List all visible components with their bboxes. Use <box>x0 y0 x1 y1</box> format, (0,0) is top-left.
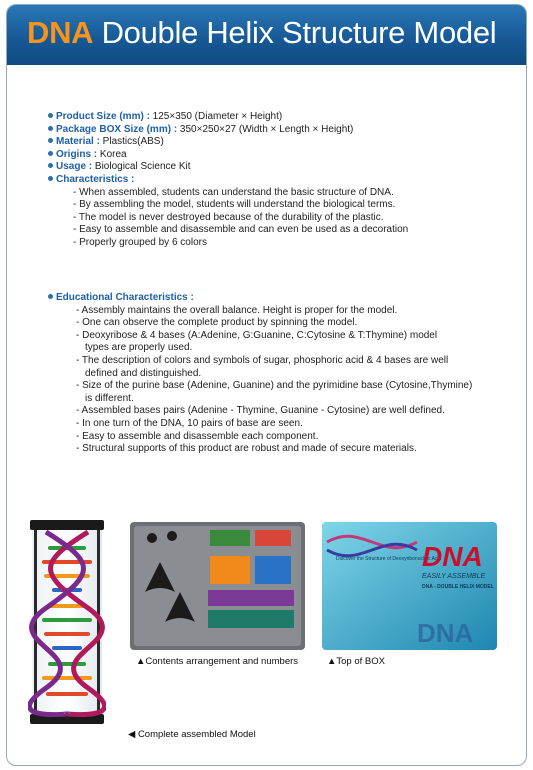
spec-label: Product Size (mm) : <box>56 111 150 122</box>
list-item-continuation: defined and distinguished. <box>85 367 202 379</box>
characteristics-list <box>48 187 408 250</box>
spec-label: Material : <box>56 136 100 148</box>
spec-label: Package BOX Size (mm) : <box>56 123 178 135</box>
list-item: - Assembly maintains the overall balance. Height is proper for the model. <box>76 304 398 316</box>
model-caption: ◀ Complete assembled Model <box>128 729 256 740</box>
list-item: - The model is never destroyed because of the durability of the plastic. <box>73 211 384 223</box>
title-rest: Double Helix Structure Model <box>93 15 497 50</box>
spec-list <box>48 111 408 250</box>
spec-item <box>48 136 408 149</box>
list-item: - Assembled bases pairs (Adenine - Thymine, Guanine - Cytosine) are well defined. <box>76 405 445 417</box>
bullet-icon <box>48 176 53 181</box>
educational-section <box>48 292 472 456</box>
page-title <box>27 15 496 51</box>
section-label: Educational Characteristics : <box>56 292 194 303</box>
tray-caption: ▲Contents arrangement and numbers <box>136 656 299 667</box>
box-watermark: DNA <box>417 618 474 648</box>
box-caption: ▲Top of BOX <box>327 656 385 667</box>
box-top-photo <box>322 522 497 650</box>
list-item: - Deoxyribose & 4 bases (A:Adenine, G:Guanine, C:Cytosine & T:Thymine) model <box>76 329 438 341</box>
bullet-icon <box>48 126 53 131</box>
list-item: - Easy to assemble and disassemble each component. <box>76 430 319 442</box>
title-banner <box>7 5 526 65</box>
list-item: - Structural supports of this product are robust and made of secure materials. <box>76 443 417 455</box>
box-title: DNA <box>422 541 483 572</box>
spec-item <box>48 174 408 187</box>
spec-item <box>48 149 408 162</box>
spec-item <box>48 124 408 137</box>
box-tagline: Discover the Structure of Deoxyribonucleic Acid <box>336 556 442 562</box>
bullet-icon <box>48 294 53 299</box>
list-item: - One can observe the complete product by spinning the model. <box>76 317 358 329</box>
list-item: - Size of the purine base (Adenine, Guanine) and the pyrimidine base (Cytosine,Thymine) <box>76 380 473 392</box>
spec-value: Plastics(ABS) <box>99 136 164 148</box>
list-item-continuation: is different. <box>85 392 134 404</box>
spec-value: 350×250×27 (Width × Length × Height) <box>177 123 354 135</box>
spec-item <box>48 161 408 174</box>
spec-value: Korea <box>97 148 127 160</box>
dna-model-photo <box>28 518 106 728</box>
list-item: - When assembled, students can understand the basic structure of DNA. <box>73 186 394 198</box>
list-item: - The description of colors and symbols of sugar, phosphoric acid & 4 bases are well <box>76 354 449 366</box>
spec-item <box>48 111 408 124</box>
spec-label: Origins : <box>56 148 98 160</box>
bullet-icon <box>48 151 53 156</box>
list-item: - Easy to assemble and disassemble and can even be used as a decoration <box>73 224 409 236</box>
list-item: - By assembling the model, students will understand the biological terms. <box>73 199 396 211</box>
section-heading <box>48 292 472 305</box>
educational-list <box>48 305 472 456</box>
spec-label: Characteristics : <box>56 173 135 185</box>
spec-label: Usage : <box>56 161 93 173</box>
box-subtitle: EASILY ASSEMBLE <box>422 573 486 580</box>
title-accent: DNA <box>27 15 94 50</box>
spec-value: Biological Science Kit <box>92 161 191 173</box>
contents-tray-photo <box>130 522 305 650</box>
list-item: - In one turn of the DNA, 10 pairs of base are seen. <box>76 417 303 429</box>
bullet-icon <box>48 138 53 143</box>
bullet-icon <box>48 113 53 118</box>
box-product-name: DNA - DOUBLE HELIX MODEL <box>422 584 494 590</box>
bullet-icon <box>48 163 53 168</box>
spec-value: 125×350 (Diameter × Height) <box>149 111 283 122</box>
list-item: - Properly grouped by 6 colors <box>73 236 207 248</box>
list-item-continuation: types are properly used. <box>85 342 193 354</box>
